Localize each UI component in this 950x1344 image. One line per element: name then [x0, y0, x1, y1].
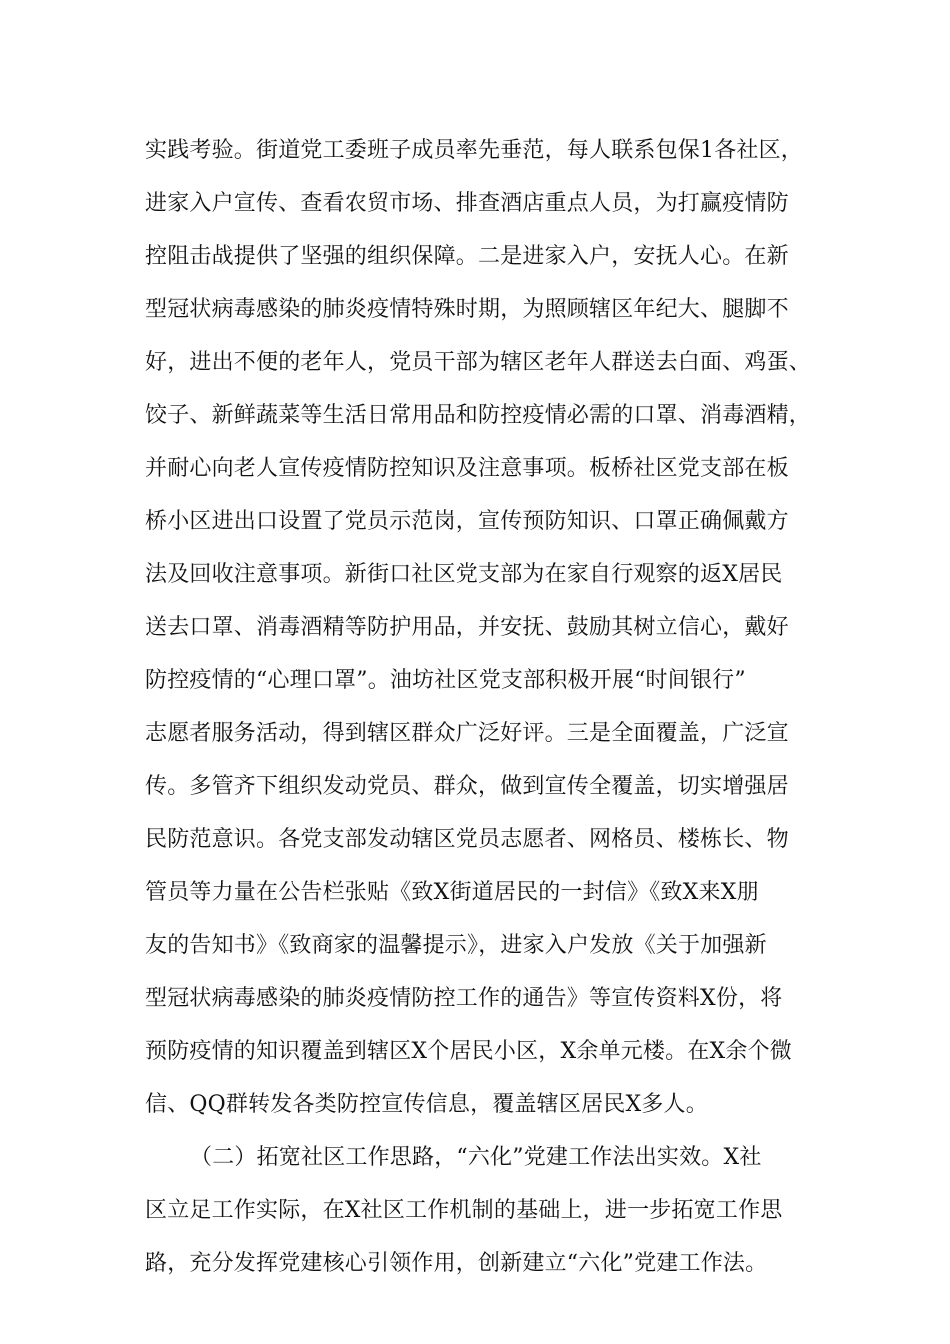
text-line: 型冠状病毒感染的肺炎疫情防控工作的通告》等宣传资料X份，将 [145, 986, 783, 1011]
text-line: 法及回收注意事项。新街口社区党支部为在家自行观察的返X居民 [145, 562, 783, 587]
text-line: 友的告知书》《致商家的温馨提示》，进家入户发放《关于加强新 [145, 933, 767, 958]
text-line: 区立足工作实际，在X社区工作机制的基础上，进一步拓宽工作思 [145, 1198, 783, 1223]
text-line: 实践考验。街道党工委班子成员率先垂范，每人联系包保1各社区， [145, 138, 803, 163]
text-line: 进家入户宣传、查看农贸市场、排查酒店重点人员，为打赢疫情防 [145, 191, 789, 216]
text-line: 路，充分发挥党建核心引领作用，创新建立“六化”党建工作法。 [145, 1251, 768, 1276]
text-line: 桥小区进出口设置了党员示范岗，宣传预防知识、口罩正确佩戴方 [145, 509, 789, 534]
text-line: 型冠状病毒感染的肺炎疫情特殊时期，为照顾辖区年纪大、腿脚不 [145, 297, 789, 322]
text-line: 传。多管齐下组织发动党员、群众，做到宣传全覆盖，切实增强居 [145, 774, 789, 799]
text-line: 信、QQ群转发各类防控宣传信息，覆盖辖区居民X多人。 [145, 1092, 708, 1117]
text-line: 志愿者服务活动，得到辖区群众广泛好评。三是全面覆盖，广泛宣 [145, 721, 789, 746]
text-line: 饺子、新鲜蔬菜等生活日常用品和防控疫情必需的口罩、消毒酒精， [145, 403, 812, 428]
text-line: 管员等力量在公告栏张贴《致X街道居民的一封信》《致X来X朋 [145, 880, 759, 905]
text-line: 控阻击战提供了坚强的组织保障。二是进家入户，安抚人心。在新 [145, 244, 789, 269]
section-heading-line: （二）拓宽社区工作思路，“六化”党建工作法出实效。X社 [190, 1145, 762, 1170]
text-line: 好，进出不便的老年人，党员干部为辖区老年人群送去白面、鸡蛋、 [145, 350, 812, 375]
text-line: 防控疫情的“心理口罩”。油坊社区党支部积极开展“时间银行” [145, 668, 746, 693]
text-line: 送去口罩、消毒酒精等防护用品，并安抚、鼓励其树立信心，戴好 [145, 615, 789, 640]
text-line: 民防范意识。各党支部发动辖区党员志愿者、网格员、楼栋长、物 [145, 827, 789, 852]
text-line: 预防疫情的知识覆盖到辖区X个居民小区，X余单元楼。在X余个微 [145, 1039, 792, 1064]
text-line: 并耐心向老人宣传疫情防控知识及注意事项。板桥社区党支部在板 [145, 456, 789, 481]
